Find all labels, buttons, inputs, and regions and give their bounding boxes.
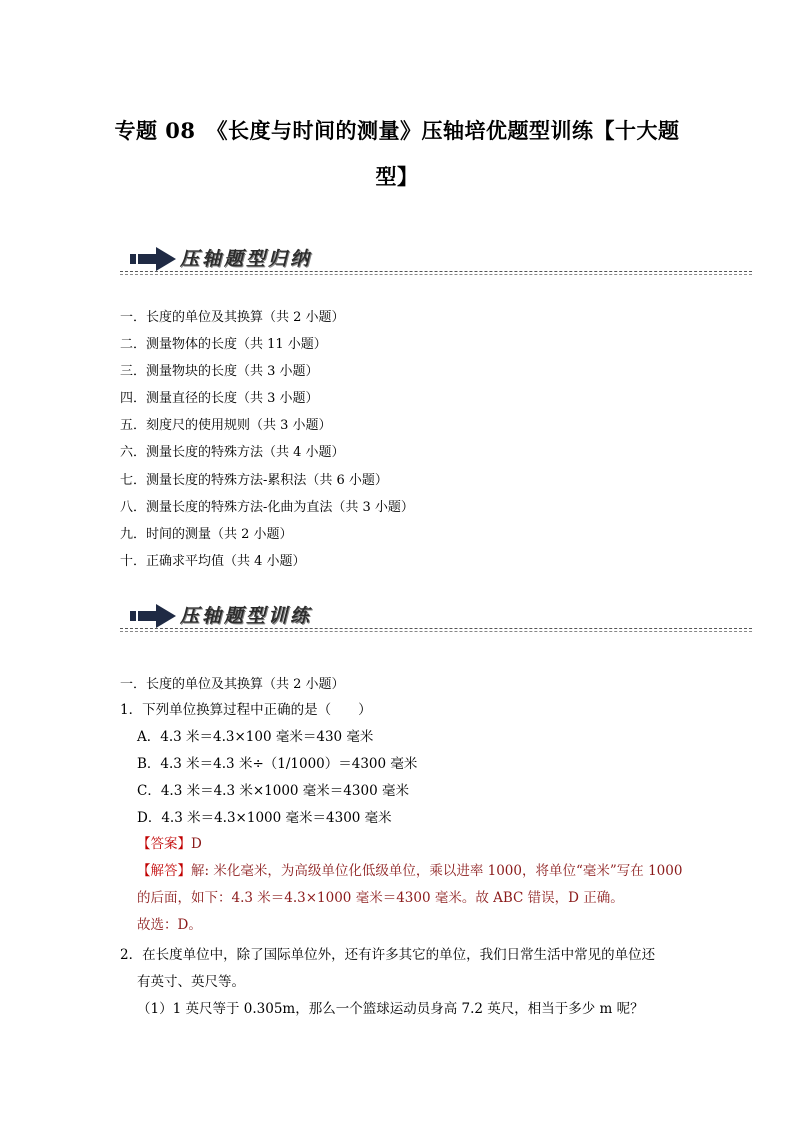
question-1-option-c: C．4.3 米＝4.3 米×1000 毫米＝4300 毫米 xyxy=(137,783,409,799)
arrow-icon xyxy=(130,246,178,272)
topic-item: 二．测量物体的长度（共 11 小题） xyxy=(120,337,327,353)
dashed-divider xyxy=(120,271,752,272)
question-1-stem: 1．下列单位换算过程中正确的是（ ） xyxy=(120,702,372,718)
question-2-sub-1: （1）1 英尺等于 0.305m，那么一个篮球运动员身高 7.2 英尺，相当于多少 m 呢？ xyxy=(137,1001,644,1017)
answer-line xyxy=(137,831,697,858)
analysis-text-2: 的后面，如下：4.3 米＝4.3×1000 毫米＝4300 毫米。故 ABC 错误，D 正确。 xyxy=(137,890,624,906)
analysis-line-1 xyxy=(137,858,697,885)
question-2-stem-2: 有英寸、英尺等。 xyxy=(137,974,245,990)
topic-item: 六．测量长度的特殊方法（共 4 小题） xyxy=(120,445,345,461)
topic-item: 三．测量物块的长度（共 3 小题） xyxy=(120,364,319,380)
topic-item: 一．长度的单位及其换算（共 2 小题） xyxy=(120,310,345,325)
topic-item: 九．时间的测量（共 2 小题） xyxy=(120,526,293,542)
topic-item: 十．正确求平均值（共 4 小题） xyxy=(120,553,306,569)
question-2 xyxy=(120,942,690,1023)
title-line-1: 专题 08 《长度与时间的测量》压轴培优题型训练【十大题 xyxy=(114,118,680,143)
topic-item: 四．测量直径的长度（共 3 小题） xyxy=(120,391,319,407)
analysis-tag: 【解答】 xyxy=(137,863,191,879)
question-1-option-d: D．4.3 米＝4.3×1000 毫米＝4300 毫米 xyxy=(137,810,392,826)
topic-list xyxy=(120,308,414,579)
question-1-option-a: A．4.3 米＝4.3×100 毫米＝430 毫米 xyxy=(137,729,374,745)
choice-text: 故选：D。 xyxy=(137,917,202,933)
title-line-2: 型】 xyxy=(375,164,419,189)
dashed-divider xyxy=(120,628,752,629)
dashed-divider xyxy=(120,274,752,275)
answer-block xyxy=(137,831,697,939)
answer-tag: 【答案】 xyxy=(137,836,191,852)
banner-title: 压轴题型训练 xyxy=(180,605,313,627)
analysis-line-2 xyxy=(137,885,697,912)
banner-title: 压轴题型归纳 xyxy=(180,248,313,270)
topic-item: 五．刻度尺的使用规则（共 3 小题） xyxy=(120,418,332,434)
section-banner-training xyxy=(120,601,752,635)
topic-item: 八．测量长度的特殊方法-化曲为直法（共 3 小题） xyxy=(120,499,414,515)
question-1-option-b: B．4.3 米＝4.3 米÷（1/1000）＝4300 毫米 xyxy=(137,756,418,772)
choice-line xyxy=(137,912,697,939)
arrow-icon xyxy=(130,603,178,629)
answer-value: D xyxy=(191,836,202,852)
section-heading: 一．长度的单位及其换算（共 2 小题） xyxy=(120,677,345,692)
topic-item: 七．测量长度的特殊方法-累积法（共 6 小题） xyxy=(120,472,388,488)
section-banner-summary xyxy=(120,244,752,278)
document-title xyxy=(90,108,704,200)
dashed-divider xyxy=(120,631,752,632)
question-2-stem-1: 2．在长度单位中，除了国际单位外，还有许多其它的单位，我们日常生活中常见的单位还 xyxy=(120,947,656,963)
analysis-text-1: 解: 米化毫米，为高级单位化低级单位，乘以进率 1000，将单位“毫米”写在 1000 xyxy=(191,863,683,879)
